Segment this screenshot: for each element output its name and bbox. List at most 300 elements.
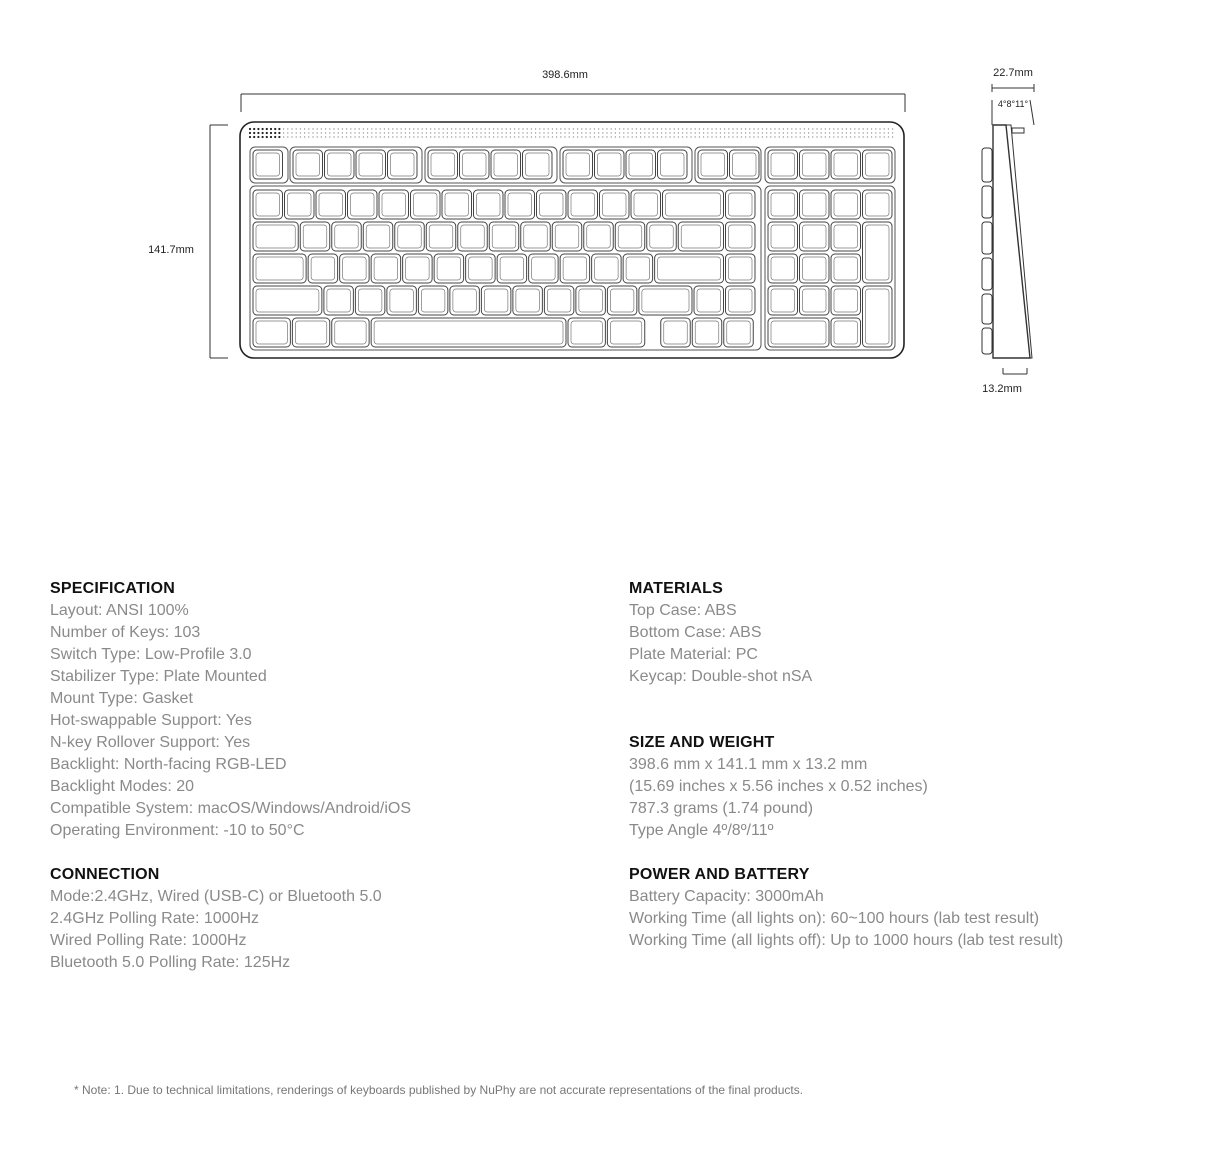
- grille-dot: [329, 136, 330, 137]
- grille-dot: [585, 132, 586, 133]
- grille-dot: [644, 128, 645, 129]
- grille-dot: [518, 132, 519, 133]
- grille-dot: [640, 128, 641, 129]
- grille-dot: [296, 132, 297, 133]
- grille-dot: [753, 136, 754, 137]
- grille-dot: [283, 128, 284, 129]
- grille-dot: [514, 128, 515, 129]
- grille-dot: [762, 136, 763, 137]
- grille-dot: [707, 136, 708, 137]
- grille-dot: [598, 132, 599, 133]
- grille-dot: [753, 128, 754, 129]
- grille-dot: [321, 128, 322, 129]
- grille-dot: [274, 136, 276, 138]
- grille-dot: [879, 132, 880, 133]
- grille-dot: [569, 132, 570, 133]
- grille-dot: [627, 128, 628, 129]
- grille-dot: [296, 136, 297, 137]
- grille-dot: [850, 128, 851, 129]
- keycap: [395, 222, 425, 251]
- keycap: [568, 190, 598, 219]
- grille-dot: [682, 136, 683, 137]
- connection-line: Wired Polling Rate: 1000Hz: [50, 932, 247, 949]
- grille-dot: [535, 136, 536, 137]
- keycap: [800, 150, 830, 179]
- grille-dot: [737, 136, 738, 137]
- grille-dot: [858, 132, 859, 133]
- keycap: [474, 190, 504, 219]
- grille-dot: [338, 128, 339, 129]
- grille-dot: [606, 136, 607, 137]
- grille-dot: [711, 132, 712, 133]
- grille-dot: [443, 132, 444, 133]
- keycap: [576, 286, 606, 315]
- grille-dot: [741, 136, 742, 137]
- grille-dot: [266, 132, 268, 134]
- grille-dot: [459, 128, 460, 129]
- grille-dot: [707, 128, 708, 129]
- grille-dot: [808, 132, 809, 133]
- keycap: [568, 318, 605, 347]
- keycap: [388, 150, 418, 179]
- grille-dot: [476, 132, 477, 133]
- grille-dot: [695, 136, 696, 137]
- grille-dot: [825, 132, 826, 133]
- grille-dot: [338, 136, 339, 137]
- keycap: [863, 286, 893, 347]
- grille-dot: [812, 132, 813, 133]
- size-weight-title: SIZE AND WEIGHT: [629, 734, 775, 751]
- side-depth-label: 22.7mm: [993, 67, 1033, 79]
- grille-dot: [354, 132, 355, 133]
- grille-dot: [678, 128, 679, 129]
- grille-dot: [627, 136, 628, 137]
- grille-dot: [535, 132, 536, 133]
- grille-dot: [749, 132, 750, 133]
- keycap: [768, 254, 798, 283]
- grille-dot: [888, 136, 889, 137]
- grille-dot: [678, 136, 679, 137]
- keycap: [355, 286, 385, 315]
- grille-dot: [278, 132, 280, 134]
- grille-dot: [262, 128, 264, 130]
- grille-dot: [577, 132, 578, 133]
- grille-dot: [531, 136, 532, 137]
- grille-dot: [632, 128, 633, 129]
- spec-line: Backlight: North-facing RGB-LED: [50, 756, 287, 773]
- grille-dot: [804, 132, 805, 133]
- grille-dot: [585, 128, 586, 129]
- grille-dot: [543, 128, 544, 129]
- keycap: [800, 222, 830, 251]
- grille-dot: [783, 128, 784, 129]
- grille-dot: [703, 132, 704, 133]
- keycap: [411, 190, 441, 219]
- grille-dot: [274, 132, 276, 134]
- grille-dot: [770, 128, 771, 129]
- grille-dot: [539, 132, 540, 133]
- grille-dot: [837, 128, 838, 129]
- grille-dot: [480, 132, 481, 133]
- grille-dot: [598, 136, 599, 137]
- grille-dot: [556, 128, 557, 129]
- grille-dot: [342, 136, 343, 137]
- keycap: [481, 286, 511, 315]
- grille-dot: [325, 128, 326, 129]
- grille-dot: [720, 132, 721, 133]
- grille-dot: [308, 128, 309, 129]
- grille-dot: [699, 136, 700, 137]
- grille-dot: [854, 128, 855, 129]
- grille-dot: [648, 136, 649, 137]
- grille-dot: [606, 128, 607, 129]
- keycap: [418, 286, 448, 315]
- grille-dot: [257, 128, 259, 130]
- grille-dot: [716, 136, 717, 137]
- grille-dot: [556, 132, 557, 133]
- grille-dot: [875, 132, 876, 133]
- keycap: [831, 318, 861, 347]
- grille-dot: [833, 132, 834, 133]
- grille-dot: [304, 136, 305, 137]
- grille-dot: [825, 128, 826, 129]
- keycap: [595, 150, 625, 179]
- grille-dot: [703, 136, 704, 137]
- grille-dot: [762, 128, 763, 129]
- grille-dot: [472, 136, 473, 137]
- width-dimension: [241, 94, 905, 112]
- grille-dot: [615, 136, 616, 137]
- grille-dot: [270, 128, 272, 130]
- grille-dot: [380, 136, 381, 137]
- keycap: [253, 318, 290, 347]
- grille-dot: [627, 132, 628, 133]
- grille-dot: [539, 136, 540, 137]
- grille-dot: [283, 132, 284, 133]
- grille-dot: [875, 128, 876, 129]
- grille-dot: [308, 136, 309, 137]
- grille-dot: [581, 128, 582, 129]
- width-label: 398.6mm: [542, 69, 588, 81]
- grille-dot: [783, 136, 784, 137]
- grille-dot: [472, 128, 473, 129]
- grille-dot: [434, 128, 435, 129]
- grille-dot: [451, 128, 452, 129]
- grille-dot: [388, 132, 389, 133]
- grille-dot: [564, 128, 565, 129]
- grille-dot: [728, 128, 729, 129]
- grille-dot: [417, 128, 418, 129]
- grille-dot: [590, 136, 591, 137]
- power-title: POWER AND BATTERY: [629, 866, 810, 883]
- grille-dot: [594, 132, 595, 133]
- grille-dot: [338, 132, 339, 133]
- grille-dot: [774, 136, 775, 137]
- grille-dot: [774, 128, 775, 129]
- grille-dot: [363, 136, 364, 137]
- grille-dot: [359, 132, 360, 133]
- grille-dot: [249, 132, 251, 134]
- grille-dot: [573, 132, 574, 133]
- grille-dot: [506, 132, 507, 133]
- grille-dot: [409, 132, 410, 133]
- grille-dot: [585, 136, 586, 137]
- grille-dot: [808, 136, 809, 137]
- grille-dot: [564, 132, 565, 133]
- keycap: [332, 222, 362, 251]
- grille-dot: [388, 128, 389, 129]
- grille-dot: [262, 136, 264, 138]
- grille-dot: [648, 128, 649, 129]
- grille-dot: [396, 136, 397, 137]
- grille-dot: [249, 136, 251, 138]
- grille-dot: [690, 128, 691, 129]
- grille-dot: [707, 132, 708, 133]
- grille-dot: [455, 136, 456, 137]
- grille-dot: [837, 136, 838, 137]
- grille-dot: [766, 128, 767, 129]
- grille-dot: [321, 132, 322, 133]
- keycap: [863, 150, 893, 179]
- keycap: [698, 150, 728, 179]
- grille-dot: [732, 128, 733, 129]
- grille-dot: [884, 136, 885, 137]
- grille-dot: [396, 128, 397, 129]
- grille-dot: [278, 128, 280, 130]
- grille-dot: [758, 132, 759, 133]
- spec-line: Hot-swappable Support: Yes: [50, 712, 252, 729]
- grille-dot: [447, 132, 448, 133]
- grille-dot: [682, 132, 683, 133]
- grille-dot: [581, 132, 582, 133]
- grille-dot: [716, 132, 717, 133]
- spec-line: Layout: ANSI 100%: [50, 602, 189, 619]
- connection-line: Mode:2.4GHz, Wired (USB-C) or Bluetooth 5.0: [50, 888, 382, 905]
- grille-dot: [863, 132, 864, 133]
- grille-dot: [380, 132, 381, 133]
- keycap: [523, 150, 553, 179]
- grille-dot: [430, 128, 431, 129]
- keycap: [592, 254, 622, 283]
- grille-dot: [657, 132, 658, 133]
- grille-dot: [422, 136, 423, 137]
- grille-dot: [375, 132, 376, 133]
- grille-dot: [569, 136, 570, 137]
- grille-dot: [506, 136, 507, 137]
- grille-dot: [837, 132, 838, 133]
- grille-dot: [531, 132, 532, 133]
- grille-dot: [459, 136, 460, 137]
- grille-dot: [304, 128, 305, 129]
- grille-dot: [300, 128, 301, 129]
- grille-dot: [262, 132, 264, 134]
- keycap: [863, 190, 893, 219]
- grille-dot: [795, 128, 796, 129]
- keycap: [300, 222, 330, 251]
- grille-dot: [443, 128, 444, 129]
- keycap: [513, 286, 543, 315]
- spec-line: Backlight Modes: 20: [50, 778, 195, 795]
- grille-dot: [632, 136, 633, 137]
- spec-line: Number of Keys: 103: [50, 624, 201, 641]
- keycap: [387, 286, 417, 315]
- grille-dot: [833, 128, 834, 129]
- grille-dot: [892, 132, 893, 133]
- grille-dot: [401, 128, 402, 129]
- grille-dot: [447, 128, 448, 129]
- spec-line: N-key Rollover Support: Yes: [50, 734, 251, 751]
- grille-dot: [371, 132, 372, 133]
- grille-dot: [821, 128, 822, 129]
- grille-dot: [350, 128, 351, 129]
- grille-dot: [816, 128, 817, 129]
- keycap: [655, 254, 724, 283]
- grille-dot: [724, 136, 725, 137]
- keycap: [434, 254, 464, 283]
- grille-dot: [447, 136, 448, 137]
- grille-dot: [850, 132, 851, 133]
- keycap: [497, 254, 527, 283]
- grille-dot: [653, 132, 654, 133]
- grille-dot: [602, 136, 603, 137]
- grille-dot: [791, 136, 792, 137]
- grille-dot: [417, 132, 418, 133]
- grille-dot: [342, 132, 343, 133]
- grille-dot: [291, 136, 292, 137]
- spec-line: Mount Type: Gasket: [50, 690, 193, 707]
- grille-dot: [518, 136, 519, 137]
- grille-dot: [690, 132, 691, 133]
- grille-dot: [405, 136, 406, 137]
- grille-dot: [539, 128, 540, 129]
- grille-dot: [405, 128, 406, 129]
- grille-dot: [485, 132, 486, 133]
- keycap: [800, 254, 830, 283]
- grille-dot: [325, 132, 326, 133]
- grille-dot: [758, 128, 759, 129]
- grille-dot: [657, 136, 658, 137]
- grille-dot: [497, 136, 498, 137]
- grille-dot: [732, 132, 733, 133]
- keycap: [584, 222, 614, 251]
- grille-dot: [257, 136, 259, 138]
- grille-dot: [779, 136, 780, 137]
- keycap: [544, 286, 574, 315]
- grille-dot: [291, 132, 292, 133]
- grille-dot: [380, 128, 381, 129]
- keycap: [647, 222, 677, 251]
- grille-dot: [464, 132, 465, 133]
- grille-dot: [804, 136, 805, 137]
- grille-dot: [640, 132, 641, 133]
- grille-dot: [350, 132, 351, 133]
- grille-dot: [527, 132, 528, 133]
- grille-dot: [270, 136, 272, 138]
- grille-dot: [623, 128, 624, 129]
- grille-dot: [590, 132, 591, 133]
- grille-dot: [783, 132, 784, 133]
- grille-dot: [468, 136, 469, 137]
- keycap: [552, 222, 582, 251]
- height-label: 141.7mm: [148, 244, 194, 256]
- grille-dot: [501, 136, 502, 137]
- grille-dot: [438, 132, 439, 133]
- grille-dot: [871, 136, 872, 137]
- grille-dot: [333, 128, 334, 129]
- keycap: [658, 150, 688, 179]
- grille-dot: [257, 132, 259, 134]
- grille-dot: [791, 128, 792, 129]
- grille-dot: [728, 132, 729, 133]
- grille-dot: [384, 128, 385, 129]
- grille-dot: [598, 128, 599, 129]
- grille-dot: [451, 136, 452, 137]
- keycap: [466, 254, 496, 283]
- grille-dot: [661, 132, 662, 133]
- grille-dot: [413, 128, 414, 129]
- grille-dot: [682, 128, 683, 129]
- grille-dot: [266, 136, 268, 138]
- grille-dot: [401, 132, 402, 133]
- grille-dot: [619, 132, 620, 133]
- grille-dot: [619, 128, 620, 129]
- grille-dot: [300, 132, 301, 133]
- keycap: [450, 286, 480, 315]
- grille-dot: [522, 128, 523, 129]
- grille-dot: [749, 136, 750, 137]
- grille-dot: [611, 136, 612, 137]
- keycap: [607, 286, 637, 315]
- grille-dot: [409, 136, 410, 137]
- grille-dot: [787, 136, 788, 137]
- grille-dot: [745, 136, 746, 137]
- keycap: [800, 190, 830, 219]
- grille-dot: [623, 132, 624, 133]
- grille-dot: [770, 132, 771, 133]
- grille-dot: [329, 128, 330, 129]
- materials-section: [629, 578, 1189, 688]
- grille-dot: [489, 128, 490, 129]
- grille-dot: [291, 128, 292, 129]
- grille-dot: [711, 128, 712, 129]
- grille-dot: [274, 128, 276, 130]
- keycap: [560, 254, 590, 283]
- grille-dot: [602, 132, 603, 133]
- grille-dot: [426, 128, 427, 129]
- grille-dot: [854, 136, 855, 137]
- grille-dot: [653, 136, 654, 137]
- grille-dot: [569, 128, 570, 129]
- keycap: [663, 190, 724, 219]
- keycap: [292, 318, 329, 347]
- grille-dot: [854, 132, 855, 133]
- grille-dot: [867, 136, 868, 137]
- grille-dot: [816, 132, 817, 133]
- power-line: Working Time (all lights off): Up to 1000 hours (lab test result): [629, 932, 1064, 949]
- grille-dot: [590, 128, 591, 129]
- grille-dot: [879, 136, 880, 137]
- grille-dot: [346, 128, 347, 129]
- keycap: [768, 222, 798, 251]
- grille-dot: [737, 128, 738, 129]
- grille-dot: [678, 132, 679, 133]
- grille-dot: [842, 132, 843, 133]
- grille-dot: [787, 128, 788, 129]
- materials-line: Plate Material: PC: [629, 646, 758, 663]
- grille-dot: [871, 128, 872, 129]
- grille-dot: [602, 128, 603, 129]
- keycap: [800, 286, 830, 315]
